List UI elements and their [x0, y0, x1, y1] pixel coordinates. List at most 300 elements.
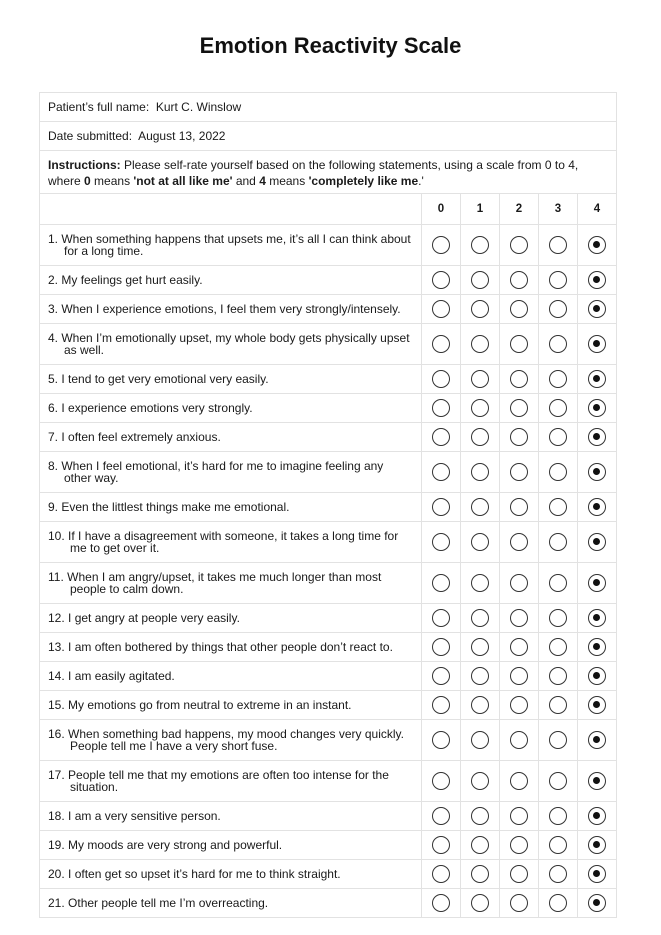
radio-option-0[interactable]: [432, 463, 450, 481]
instructions-bold: 0: [84, 174, 91, 188]
option-cell: [578, 563, 617, 604]
table-row: [40, 266, 616, 295]
radio-option-4-selected[interactable]: [588, 498, 606, 516]
radio-option-0[interactable]: [432, 335, 450, 353]
radio-option-0[interactable]: [432, 609, 450, 627]
statement-label: I am a very sensitive person.: [68, 809, 221, 823]
option-cell: [461, 493, 500, 522]
radio-option-4-selected[interactable]: [588, 428, 606, 446]
radio-option-4-selected[interactable]: [588, 399, 606, 417]
radio-option-0[interactable]: [432, 696, 450, 714]
option-cell: [422, 324, 461, 365]
statement-number: 14.: [48, 669, 65, 683]
option-cell: [461, 761, 500, 802]
statement-label: My feelings get hurt easily.: [61, 273, 203, 287]
radio-option-1[interactable]: [471, 463, 489, 481]
scale-header-2: 2: [500, 194, 539, 225]
radio-option-3[interactable]: [549, 335, 567, 353]
radio-option-3[interactable]: [549, 667, 567, 685]
option-cell: [578, 860, 617, 889]
option-cell: [461, 452, 500, 493]
table-row: [40, 604, 616, 633]
option-cell: [422, 604, 461, 633]
radio-option-1[interactable]: [471, 667, 489, 685]
statement-label: My moods are very strong and powerful.: [68, 838, 283, 852]
radio-option-1[interactable]: [471, 271, 489, 289]
rating-table: [40, 194, 616, 917]
radio-option-4-selected[interactable]: [588, 335, 606, 353]
option-cell: [422, 633, 461, 662]
option-cell: [500, 761, 539, 802]
option-cell: [578, 266, 617, 295]
option-cell: [422, 295, 461, 324]
radio-option-2[interactable]: [510, 696, 528, 714]
option-cell: [422, 493, 461, 522]
radio-option-3[interactable]: [549, 865, 567, 883]
scale-header-4: 4: [578, 194, 617, 225]
option-cell: [461, 394, 500, 423]
statement-text: [48, 810, 413, 822]
radio-option-3[interactable]: [549, 399, 567, 417]
statement-header: [40, 194, 422, 225]
table-row: [40, 761, 616, 802]
statement-number: 12.: [48, 611, 65, 625]
option-cell: [422, 563, 461, 604]
statement-text: [48, 501, 413, 513]
statement-text: [48, 612, 413, 624]
radio-option-2[interactable]: [510, 498, 528, 516]
option-cell: [539, 889, 578, 918]
statement-text: [48, 769, 413, 793]
option-cell: [539, 324, 578, 365]
radio-option-4-selected[interactable]: [588, 574, 606, 592]
statement-label: I often feel extremely anxious.: [61, 430, 221, 444]
statement-text: [48, 868, 413, 880]
radio-option-3[interactable]: [549, 236, 567, 254]
radio-option-0[interactable]: [432, 533, 450, 551]
statement-cell: [40, 522, 422, 563]
option-cell: [500, 662, 539, 691]
option-cell: [500, 691, 539, 720]
radio-option-4-selected[interactable]: [588, 271, 606, 289]
statement-number: 18.: [48, 809, 65, 823]
statement-cell: [40, 452, 422, 493]
statement-label: When something happens that upsets me, it’s all I can think about for a long time.: [61, 232, 411, 258]
radio-option-2[interactable]: [510, 894, 528, 912]
option-cell: [500, 225, 539, 266]
statement-text: [48, 373, 413, 385]
statement-label: Even the littlest things make me emotional.: [61, 500, 290, 514]
option-cell: [422, 266, 461, 295]
statement-cell: [40, 365, 422, 394]
radio-option-2[interactable]: [510, 533, 528, 551]
radio-option-3[interactable]: [549, 609, 567, 627]
option-cell: [422, 860, 461, 889]
radio-option-4-selected[interactable]: [588, 609, 606, 627]
statement-text: [48, 839, 413, 851]
radio-option-3[interactable]: [549, 271, 567, 289]
radio-option-2[interactable]: [510, 428, 528, 446]
option-cell: [422, 802, 461, 831]
statement-number: 1.: [48, 232, 59, 246]
table-row: [40, 423, 616, 452]
option-cell: [539, 691, 578, 720]
option-cell: [422, 365, 461, 394]
radio-option-4-selected[interactable]: [588, 894, 606, 912]
option-cell: [461, 324, 500, 365]
radio-option-2[interactable]: [510, 236, 528, 254]
option-cell: [461, 802, 500, 831]
radio-option-4-selected[interactable]: [588, 236, 606, 254]
option-cell: [539, 662, 578, 691]
statement-cell: [40, 493, 422, 522]
radio-option-1[interactable]: [471, 428, 489, 446]
instructions-text: .': [418, 174, 424, 188]
statement-text: [48, 641, 413, 653]
statement-cell: [40, 831, 422, 860]
option-cell: [461, 604, 500, 633]
option-cell: [500, 324, 539, 365]
radio-option-1[interactable]: [471, 399, 489, 417]
statement-label: When I am angry/upset, it takes me much longer than most people to calm down.: [67, 570, 382, 596]
instructions: [40, 151, 616, 194]
radio-option-2[interactable]: [510, 667, 528, 685]
statement-cell: [40, 295, 422, 324]
statement-text: [48, 670, 413, 682]
option-cell: [539, 522, 578, 563]
radio-option-3[interactable]: [549, 731, 567, 749]
radio-option-1[interactable]: [471, 335, 489, 353]
statement-label: My emotions go from neutral to extreme in an instant.: [68, 698, 352, 712]
statement-number: 5.: [48, 372, 59, 386]
option-cell: [500, 522, 539, 563]
radio-option-3[interactable]: [549, 836, 567, 854]
option-cell: [500, 266, 539, 295]
statement-text: [48, 530, 413, 554]
instructions-text: means: [265, 174, 309, 188]
statement-number: 2.: [48, 273, 59, 287]
radio-option-2[interactable]: [510, 399, 528, 417]
statement-number: 3.: [48, 302, 59, 316]
scale-header-3: 3: [539, 194, 578, 225]
option-cell: [500, 423, 539, 452]
option-cell: [578, 324, 617, 365]
option-cell: [539, 860, 578, 889]
table-row: [40, 860, 616, 889]
radio-option-3[interactable]: [549, 370, 567, 388]
statement-label: When I experience emotions, I feel them very strongly/intensely.: [61, 302, 401, 316]
statement-number: 11.: [48, 570, 64, 584]
radio-option-2[interactable]: [510, 335, 528, 353]
radio-option-4-selected[interactable]: [588, 772, 606, 790]
radio-option-4-selected[interactable]: [588, 370, 606, 388]
table-row: [40, 394, 616, 423]
statement-text: [48, 332, 413, 356]
radio-option-1[interactable]: [471, 865, 489, 883]
scale-header-1: 1: [461, 194, 500, 225]
table-row: [40, 691, 616, 720]
statement-number: 15.: [48, 698, 65, 712]
radio-option-1[interactable]: [471, 533, 489, 551]
radio-option-0[interactable]: [432, 574, 450, 592]
radio-option-4-selected[interactable]: [588, 807, 606, 825]
option-cell: [422, 691, 461, 720]
statement-label: Other people tell me I’m overreacting.: [68, 896, 269, 910]
table-row: [40, 563, 616, 604]
statement-label: When I’m emotionally upset, my whole body gets physically upset as well.: [61, 331, 410, 357]
option-cell: [422, 394, 461, 423]
radio-option-2[interactable]: [510, 807, 528, 825]
radio-option-0[interactable]: [432, 300, 450, 318]
option-cell: [422, 761, 461, 802]
radio-option-2[interactable]: [510, 271, 528, 289]
instructions-bold: 'not at all like me': [133, 174, 233, 188]
option-cell: [578, 522, 617, 563]
instructions-bold: 4: [259, 174, 266, 188]
option-cell: [500, 633, 539, 662]
radio-option-2[interactable]: [510, 574, 528, 592]
radio-option-1[interactable]: [471, 894, 489, 912]
option-cell: [578, 394, 617, 423]
statement-number: 20.: [48, 867, 65, 881]
radio-option-0[interactable]: [432, 731, 450, 749]
radio-option-4-selected[interactable]: [588, 638, 606, 656]
radio-option-1[interactable]: [471, 807, 489, 825]
statement-cell: [40, 225, 422, 266]
radio-option-1[interactable]: [471, 836, 489, 854]
instructions-text: means: [90, 174, 134, 188]
table-row: [40, 662, 616, 691]
table-row: [40, 225, 616, 266]
statement-number: 8.: [48, 459, 59, 473]
statement-cell: [40, 662, 422, 691]
statement-cell: [40, 720, 422, 761]
patient-name-value[interactable]: Kurt C. Winslow: [155, 100, 242, 114]
option-cell: [461, 563, 500, 604]
statement-text: [48, 699, 413, 711]
table-row: [40, 831, 616, 860]
radio-option-4-selected[interactable]: [588, 696, 606, 714]
table-row: [40, 324, 616, 365]
option-cell: [578, 720, 617, 761]
radio-option-2[interactable]: [510, 865, 528, 883]
radio-option-4-selected[interactable]: [588, 667, 606, 685]
statement-text: [48, 233, 413, 257]
table-row: [40, 452, 616, 493]
radio-option-3[interactable]: [549, 533, 567, 551]
radio-option-0[interactable]: [432, 807, 450, 825]
option-cell: [500, 604, 539, 633]
option-cell: [500, 295, 539, 324]
option-cell: [578, 604, 617, 633]
option-cell: [539, 452, 578, 493]
option-cell: [500, 720, 539, 761]
option-cell: [461, 691, 500, 720]
table-row: [40, 493, 616, 522]
radio-option-0[interactable]: [432, 865, 450, 883]
statement-text: [48, 460, 413, 484]
statement-cell: [40, 563, 422, 604]
option-cell: [500, 860, 539, 889]
radio-option-1[interactable]: [471, 696, 489, 714]
option-cell: [578, 662, 617, 691]
radio-option-1[interactable]: [471, 609, 489, 627]
patient-name-row: [40, 93, 616, 122]
radio-option-0[interactable]: [432, 271, 450, 289]
radio-option-4-selected[interactable]: [588, 865, 606, 883]
statement-number: 16.: [48, 727, 65, 741]
option-cell: [539, 802, 578, 831]
statement-number: 19.: [48, 838, 65, 852]
radio-option-2[interactable]: [510, 638, 528, 656]
statement-label: I am often bothered by things that other people don’t react to.: [68, 640, 393, 654]
radio-option-3[interactable]: [549, 638, 567, 656]
radio-option-2[interactable]: [510, 772, 528, 790]
option-cell: [422, 662, 461, 691]
table-row: [40, 365, 616, 394]
option-cell: [461, 266, 500, 295]
option-cell: [578, 802, 617, 831]
radio-option-0[interactable]: [432, 399, 450, 417]
radio-option-3[interactable]: [549, 772, 567, 790]
option-cell: [461, 365, 500, 394]
radio-option-4-selected[interactable]: [588, 533, 606, 551]
radio-option-3[interactable]: [549, 498, 567, 516]
date-submitted-row: [40, 122, 616, 151]
radio-option-1[interactable]: [471, 574, 489, 592]
radio-option-2[interactable]: [510, 731, 528, 749]
option-cell: [422, 423, 461, 452]
patient-name-label: Patient’s full name:: [48, 100, 150, 114]
radio-option-4-selected[interactable]: [588, 463, 606, 481]
radio-option-3[interactable]: [549, 894, 567, 912]
statement-label: When something bad happens, my mood changes very quickly. People tell me I have a very short fuse.: [68, 727, 404, 753]
statement-number: 10.: [48, 529, 65, 543]
option-cell: [422, 831, 461, 860]
statement-cell: [40, 633, 422, 662]
option-cell: [578, 452, 617, 493]
radio-option-0[interactable]: [432, 370, 450, 388]
radio-option-4-selected[interactable]: [588, 731, 606, 749]
radio-option-2[interactable]: [510, 370, 528, 388]
radio-option-0[interactable]: [432, 836, 450, 854]
radio-option-0[interactable]: [432, 772, 450, 790]
date-submitted-label: Date submitted:: [48, 129, 133, 143]
radio-option-1[interactable]: [471, 638, 489, 656]
statement-label: If I have a disagreement with someone, it takes a long time for me to get over it.: [68, 529, 399, 555]
statement-cell: [40, 860, 422, 889]
radio-option-2[interactable]: [510, 300, 528, 318]
option-cell: [461, 860, 500, 889]
option-cell: [500, 493, 539, 522]
radio-option-3[interactable]: [549, 574, 567, 592]
instructions-text: Please self-rate yourself based on the following statements, using a scale from 0 to 4, where: [48, 158, 579, 188]
option-cell: [500, 563, 539, 604]
radio-option-1[interactable]: [471, 498, 489, 516]
option-cell: [578, 493, 617, 522]
option-cell: [461, 889, 500, 918]
radio-option-1[interactable]: [471, 772, 489, 790]
option-cell: [539, 225, 578, 266]
option-cell: [461, 662, 500, 691]
option-cell: [461, 225, 500, 266]
option-cell: [539, 633, 578, 662]
option-cell: [578, 423, 617, 452]
radio-option-0[interactable]: [432, 428, 450, 446]
radio-option-1[interactable]: [471, 236, 489, 254]
radio-option-2[interactable]: [510, 609, 528, 627]
statement-cell: [40, 324, 422, 365]
radio-option-3[interactable]: [549, 463, 567, 481]
statement-cell: [40, 761, 422, 802]
radio-option-0[interactable]: [432, 498, 450, 516]
option-cell: [422, 889, 461, 918]
radio-option-2[interactable]: [510, 836, 528, 854]
statement-cell: [40, 423, 422, 452]
statement-cell: [40, 604, 422, 633]
option-cell: [539, 563, 578, 604]
statement-text: [48, 728, 413, 752]
radio-option-0[interactable]: [432, 236, 450, 254]
option-cell: [461, 295, 500, 324]
statement-text: [48, 571, 413, 595]
option-cell: [539, 761, 578, 802]
table-row: [40, 295, 616, 324]
table-row: [40, 720, 616, 761]
radio-option-0[interactable]: [432, 667, 450, 685]
option-cell: [500, 889, 539, 918]
option-cell: [539, 365, 578, 394]
option-cell: [539, 720, 578, 761]
instructions-text: and: [232, 174, 260, 188]
page-title: Emotion Reactivity Scale: [199, 33, 462, 58]
statement-text: [48, 303, 413, 315]
option-cell: [422, 452, 461, 493]
radio-option-4-selected[interactable]: [588, 836, 606, 854]
statement-cell: [40, 802, 422, 831]
statement-label: I am easily agitated.: [68, 669, 175, 683]
radio-option-0[interactable]: [432, 894, 450, 912]
option-cell: [422, 225, 461, 266]
radio-option-3[interactable]: [549, 807, 567, 825]
statement-label: When I feel emotional, it’s hard for me to imagine feeling any other way.: [61, 459, 384, 485]
table-row: [40, 802, 616, 831]
radio-option-1[interactable]: [471, 731, 489, 749]
option-cell: [422, 720, 461, 761]
statement-text: [48, 274, 413, 286]
radio-option-2[interactable]: [510, 463, 528, 481]
radio-option-1[interactable]: [471, 300, 489, 318]
option-cell: [461, 831, 500, 860]
statement-label: I experience emotions very strongly.: [61, 401, 253, 415]
radio-option-1[interactable]: [471, 370, 489, 388]
table-row: [40, 889, 616, 918]
radio-option-3[interactable]: [549, 428, 567, 446]
radio-option-3[interactable]: [549, 300, 567, 318]
statement-number: 6.: [48, 401, 59, 415]
radio-option-0[interactable]: [432, 638, 450, 656]
statement-number: 21.: [48, 896, 65, 910]
instructions-label: Instructions:: [48, 158, 121, 172]
statement-cell: [40, 889, 422, 918]
option-cell: [461, 423, 500, 452]
date-submitted-value[interactable]: August 13, 2022: [138, 129, 226, 143]
radio-option-4-selected[interactable]: [588, 300, 606, 318]
scale-header-row: [40, 194, 616, 225]
option-cell: [539, 493, 578, 522]
radio-option-3[interactable]: [549, 696, 567, 714]
option-cell: [539, 266, 578, 295]
